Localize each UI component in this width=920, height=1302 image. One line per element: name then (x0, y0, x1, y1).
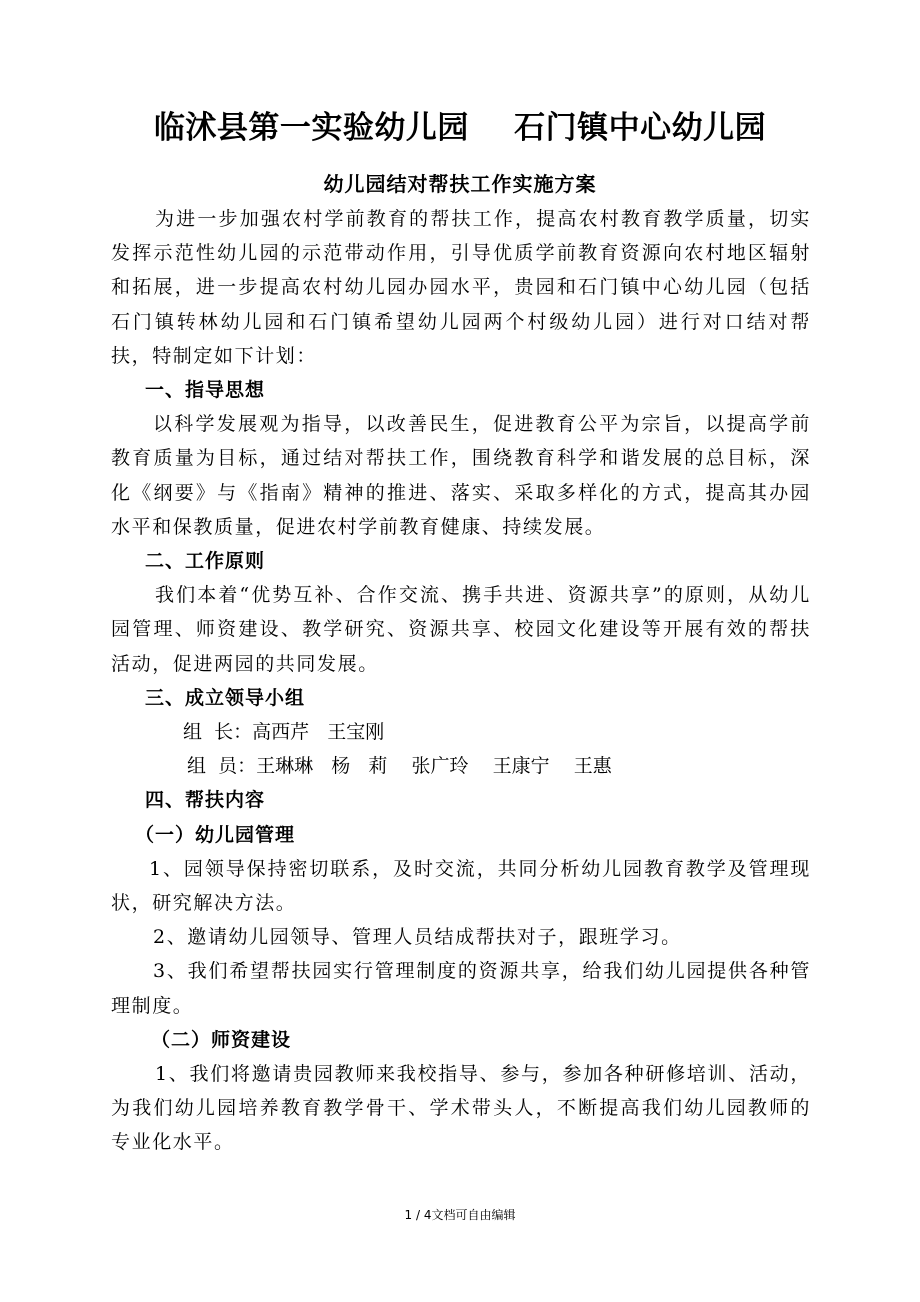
subsection-heading-teacher-development: （二）师资建设 (151, 1028, 292, 1051)
section-text-guiding-thought: 以科学发展观为指导，以改善民生，促进教育公平为宗旨，以提高学前教育质量为目标，通过结对帮扶工作，围绕教育科学和谐发展的总目标，深化《纲要》与《指南》精神的推进、落实、采取多样化的方式，提高其办园水平和保教质量，促进农村学前教育健康、持续发展。 (111, 413, 811, 538)
list-item: 3、我们希望帮扶园实行管理制度的资源共享，给我们幼儿园提供各种管理制度。 (111, 960, 811, 1017)
subsection-heading-management: （一）幼儿园管理 (135, 823, 296, 846)
intro-paragraph: 为进一步加强农村学前教育的帮扶工作，提高农村教育教学质量，切实发挥示范性幼儿园的示范带动作用，引导优质学前教育资源向农村地区辐射和拓展，进一步提高农村幼儿园办园水平，贵园和石门镇中心幼儿园（包括石门镇转林幼儿园和石门镇希望幼儿园两个村级幼儿园）进行对口结对帮扶，特制定如下计划： (111, 208, 811, 367)
page-title: 临沭县第一实验幼儿园 石门镇中心幼儿园 (153, 110, 767, 146)
list-item: 1、我们将邀请贵园教师来我校指导、参与，参加各种研修培训、活动，为我们幼儿园培养教育教学骨干、学术带头人，不断提高我们幼儿园教师的专业化水平。 (111, 1063, 811, 1154)
page-footer: 1 / 4文档可自由编辑 (404, 1208, 516, 1222)
section-heading-guiding-thought: 一、指导思想 (145, 379, 266, 402)
group-members-line: 组 员：王琳琳 杨 莉 张广玲 王康宁 王惠 (187, 755, 612, 778)
group-leader-line: 组 长：高西芹 王宝刚 (183, 721, 385, 744)
section-heading-work-principles: 二、工作原则 (145, 550, 266, 573)
section-heading-leadership-group: 三、成立领导小组 (145, 686, 306, 709)
document-body (111, 202, 811, 1160)
list-item: 2、邀请幼儿园领导、管理人员结成帮扶对子，跟班学习。 (153, 926, 682, 949)
section-text-work-principles: 我们本着“优势互补、合作交流、携手共进、资源共享”的原则，从幼儿园管理、师资建设、教学研究、资源共享、校园文化建设等开展有效的帮扶活动，促进两园的共同发展。 (111, 584, 811, 675)
section-heading-support-content: 四、帮扶内容 (145, 789, 266, 812)
list-item: 1、园领导保持密切联系，及时交流，共同分析幼儿园教育教学及管理现状，研究解决方法。 (111, 857, 811, 915)
page-subtitle: 幼儿园结对帮扶工作实施方案 (323, 172, 597, 196)
